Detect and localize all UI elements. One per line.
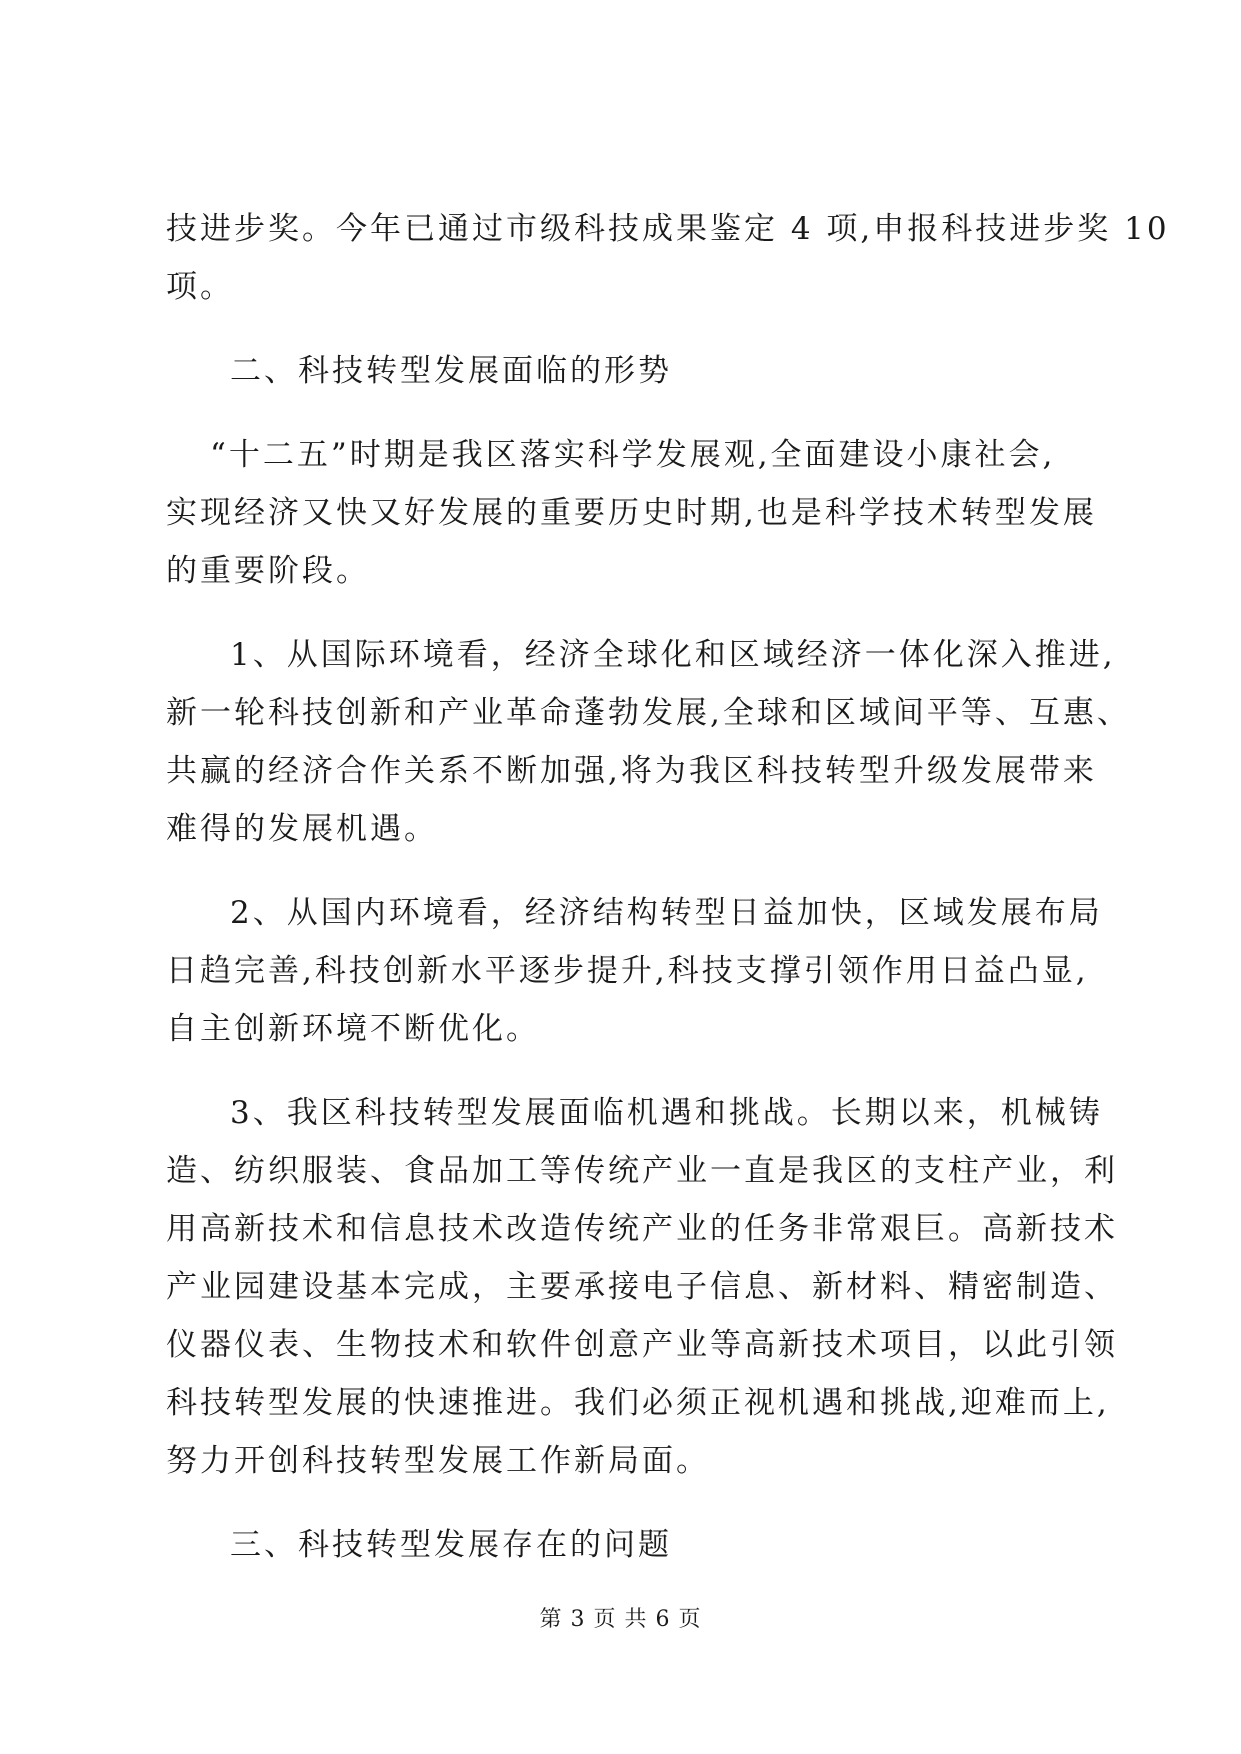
- text-line: 3、我区科技转型发展面临机遇和挑战。长期以来，机械铸: [230, 1095, 1103, 1131]
- page-number-footer: 第 3 页 共 6 页: [539, 1607, 702, 1632]
- text-line: 日趋完善,科技创新水平逐步提升,科技支撑引领作用日益凸显,: [166, 953, 1089, 989]
- heading-text: 三、科技转型发展存在的问题: [230, 1527, 672, 1563]
- text-line: 造、纺织服装、食品加工等传统产业一直是我区的支柱产业，利: [166, 1153, 1118, 1189]
- text-line: 1、从国际环境看，经济全球化和区域经济一体化深入推进,: [230, 637, 1116, 673]
- paragraph: [166, 626, 1131, 858]
- document-body: [166, 200, 1170, 1574]
- text-line: 新一轮科技创新和产业革命蓬勃发展,全球和区域间平等、互惠、: [166, 695, 1131, 731]
- text-line: 2、从国内环境看，经济结构转型日益加快，区域发展布局: [230, 895, 1103, 931]
- text-line: 努力开创科技转型发展工作新局面。: [166, 1443, 710, 1479]
- text-line: 共赢的经济合作关系不断加强,将为我区科技转型升级发展带来: [166, 753, 1097, 789]
- paragraph-continuation: [166, 200, 1170, 316]
- section-heading-problems: [166, 1516, 1086, 1574]
- text-line: “十二五”时期是我区落实科学发展观,全面建设小康社会,: [210, 437, 1056, 473]
- text-line: 实现经济又快又好发展的重要历史时期,也是科学技术转型发展: [166, 495, 1097, 531]
- text-line: 项。: [166, 269, 234, 305]
- paragraph: [166, 884, 1103, 1058]
- text-line: 难得的发展机遇。: [166, 811, 438, 847]
- text-line: 产业园建设基本完成，主要承接电子信息、新材料、精密制造、: [166, 1269, 1118, 1305]
- text-line: 用高新技术和信息技术改造传统产业的任务非常艰巨。高新技术: [166, 1211, 1118, 1247]
- section-heading-situation: [166, 342, 1086, 400]
- text-line: 科技转型发展的快速推进。我们必须正视机遇和挑战,迎难而上,: [166, 1385, 1110, 1421]
- text-line: 仪器仪表、生物技术和软件创意产业等高新技术项目，以此引领: [166, 1327, 1118, 1363]
- paragraph: [166, 1084, 1118, 1490]
- paragraph: [166, 426, 1097, 600]
- heading-text: 二、科技转型发展面临的形势: [230, 353, 672, 389]
- text-line: 自主创新环境不断优化。: [166, 1011, 540, 1047]
- text-line: 技进步奖。今年已通过市级科技成果鉴定 4 项,申报科技进步奖 10: [166, 211, 1170, 247]
- text-line: 的重要阶段。: [166, 553, 370, 589]
